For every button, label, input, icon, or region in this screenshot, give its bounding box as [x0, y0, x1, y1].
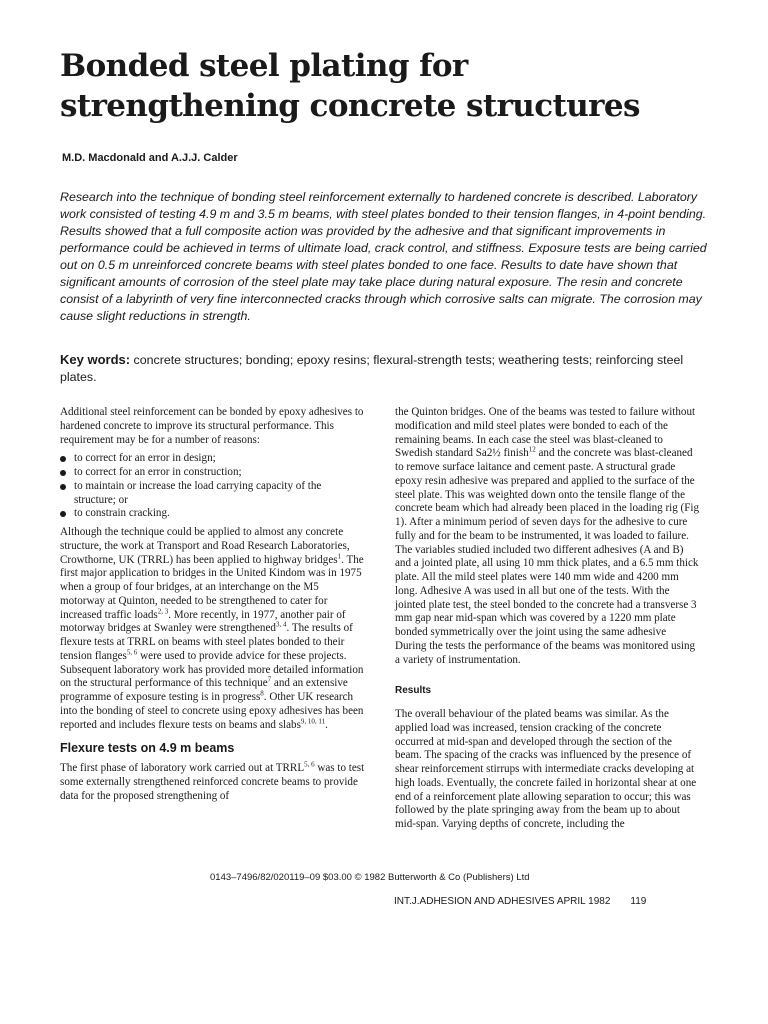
- copyright-line: 0143–7496/82/020119–09 $03.00 © 1982 Butterworth & Co (Publishers) Ltd: [210, 872, 530, 883]
- citation: 3, 4: [275, 620, 287, 629]
- citation: 7: [267, 675, 272, 684]
- bullet-icon: [60, 470, 66, 476]
- results-heading: Results: [395, 685, 432, 697]
- flexure-paragraph: The first phase of laboratory work carried out at TRRL$^{5, 6}$ was to test some externally strengthened reinforced concrete beams to provide data for the proposed strengthening of: [60, 760, 365, 802]
- method-paragraph: the Quinton bridges. One of the beams was tested to failure without modification and mild steel plates were bonded to each of the remaining beams. In each case the steel was blast-cleaned to Swedish standard Sa2½ finish$^{12}$ and the concrete was blast-cleaned to remove surface laitance and cement paste. A structural grade epoxy resin adhesive was prepared and applied to the surface of the steel plate. This was weighted down onto the tensile flange of the concrete beam which had already been placed in the loading rig (Fig 1). After a minimum period of seven days for the adhesive to cure fully and for the beam to be instrumented, it was loaded to failure. The variables studied included two different adhesives (A and B) and a jointed plate, all using 10 mm thick plates, and a 6.5 mm thick plate. All the mild steel plates were 140 mm wide and 4200 mm long. Adhesive A was used in all but one of the tests. With the jointed plate test, the steel bonded to the concrete had a transverse 3 mm gap near mid-span which was covered by a 1220 mm plate bonded symmetrically over the joint using the same adhesive During the tests the performance of the beams was monitored using a variety of instrumentation.: [395, 406, 700, 666]
- right-column: [395, 406, 700, 837]
- list-item: to correct for an error in design;: [60, 452, 365, 466]
- reasons-list: [60, 452, 365, 521]
- citation: 1: [337, 551, 342, 560]
- background-paragraph: Although the technique could be applied to almost any concrete structure, the work at Transport and Road Research Laboratories, Crowthorne, UK (TRRL) has been applied to highway bridges$^1$. The first major application to bridges in the United Kindom was in 1975 when a group of four bridges, at an interchange on the M5 motorway at Quinton, needed to be strengthened to cater for increased traffic loads$^{2, 3}$. More recently, in 1977, another pair of motorway bridges at Swanley were strengthened$^{3, 4}$. The results of flexure tests at TRRL on beams with steel plates bonded to their tension flanges$^{5, 6}$ were used to provide advice for these projects. Subsequent laboratory work has provided more detailed information on the structural performance of this technique$^7$ and an extensive programme of exposure testing is in progress$^8$. Other UK research into the bonding of steel to concrete using epoxy adhesives has been reported and includes flexure tests on beams and slabs$^{9, 10, 11}$.: [60, 526, 364, 731]
- keywords-text: concrete structures; bonding; epoxy resins; flexural-strength tests; weathering tests; reinforcing steel plates.: [60, 353, 684, 384]
- citation: 9, 10, 11: [300, 716, 326, 725]
- list-item: to correct for an error in construction;: [60, 466, 365, 480]
- citation: 8: [260, 689, 264, 698]
- intro-paragraph: Additional steel reinforcement can be bonded by epoxy adhesives to hardened concrete to improve its structural performance. This requirement may be for a number of reasons:: [60, 406, 364, 446]
- citation: 2, 3: [157, 606, 169, 615]
- citation: 12: [528, 445, 536, 454]
- citation: 5, 6: [126, 648, 138, 657]
- left-column: [60, 406, 365, 808]
- section-heading: Flexure tests on 4.9 m beams: [60, 741, 235, 756]
- keywords-label: Key words:: [60, 352, 131, 367]
- authors: M.D. Macdonald and A.J.J. Calder: [62, 152, 238, 164]
- bullet-icon: [60, 456, 66, 462]
- journal-footer: [394, 896, 646, 907]
- journal-name: INT.J.ADHESION AND ADHESIVES APRIL 1982: [394, 896, 611, 907]
- citation: 5, 6: [304, 760, 315, 769]
- page-number: 119: [630, 896, 647, 907]
- keywords: [60, 351, 710, 386]
- bullet-icon: [60, 511, 66, 517]
- list-item: to maintain or increase the load carrying capacity of the structure; or: [60, 480, 365, 508]
- abstract: Research into the technique of bonding steel reinforcement externally to hardened concrete is described. Laboratory work consisted of testing 4.9 m and 3.5 m beams, with steel plates bonded to their tension flanges, in 4-point bending. Results showed that a full composite action was provided by the adhesive and that significant improvements in performance could be achieved in terms of ultimate load, crack control, and stiffness. Exposure tests are being carried out on 0.5 m unreinforced concrete beams with steel plates bonded to one face. Results to date have shown that significant amounts of corrosion of the steel plate may take place during natural exposure. The resin and concrete consist of a labyrinth of very fine interconnected cracks through which corrosive salts can migrate. The corrosion may cause slight reductions in strength.: [60, 190, 707, 323]
- list-item: to constrain cracking.: [60, 507, 365, 521]
- article-title: Bonded steel plating for strengthening concrete structures: [60, 48, 640, 124]
- bullet-icon: [60, 484, 66, 490]
- results-paragraph: The overall behaviour of the plated beams was similar. As the applied load was increased, tension cracking of the concrete occurred at mid-span and developed through the section of the beam. The spacing of the cracks was influenced by the presence of shear reinforcement stirrups with intermediate cracks developing at high loads. Eventually, the concrete failed in horizontal shear at one end of a reinforcement plate allowing separation to occur; this was followed by the plate springing away from the beam up to about mid-span. Varying depths of concrete, including the: [395, 708, 697, 830]
